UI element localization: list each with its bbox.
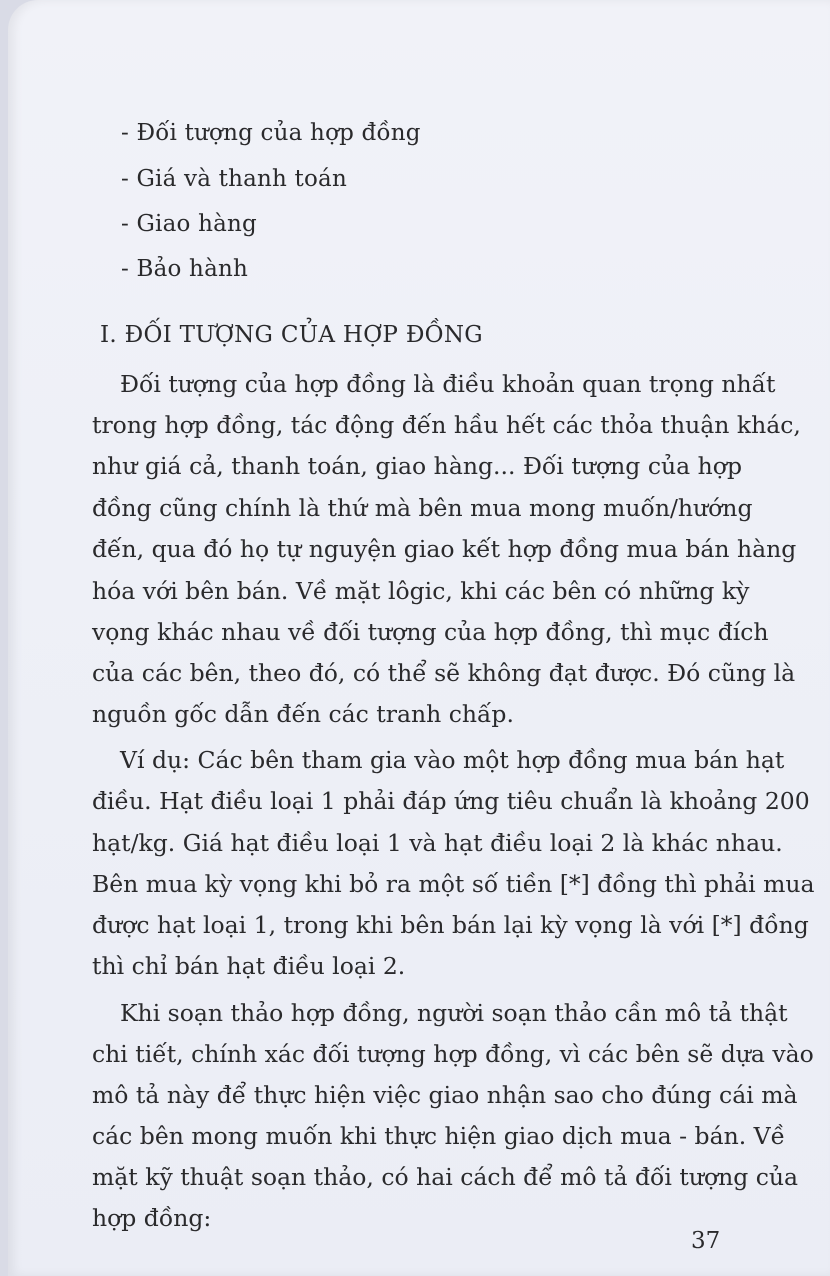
text-line: của các bên, theo đó, có thể sẽ không đạt được. Đó cũng là	[92, 659, 796, 687]
page-number: 37	[691, 1228, 721, 1254]
text-line: vọng khác nhau về đối tượng của hợp đồng, thì mục đích	[92, 618, 769, 646]
book-page	[8, 0, 830, 1276]
bullet-item: - Đối tượng của hợp đồng	[121, 120, 421, 146]
text-line: mô tả này để thực hiện việc giao nhận sao cho đúng cái mà	[92, 1081, 798, 1109]
text-line: các bên mong muốn khi thực hiện giao dịch mua - bán. Về	[92, 1122, 786, 1150]
text-line: nguồn gốc dẫn đến các tranh chấp.	[92, 700, 514, 728]
text-line: điều. Hạt điều loại 1 phải đáp ứng tiêu chuẩn là khoảng 200	[92, 787, 810, 815]
text-line: chi tiết, chính xác đối tượng hợp đồng, vì các bên sẽ dựa vào	[92, 1040, 814, 1068]
text-line: hóa với bên bán. Về mặt lôgic, khi các bên có những kỳ	[92, 577, 750, 605]
text-line: thì chỉ bán hạt điều loại 2.	[92, 952, 406, 980]
text-line: trong hợp đồng, tác động đến hầu hết các thỏa thuận khác,	[92, 411, 801, 439]
section-heading: I. ĐỐI TƯỢNG CỦA HỢP ĐỒNG	[100, 322, 483, 348]
text-line: đồng cũng chính là thứ mà bên mua mong muốn/hướng	[92, 494, 753, 522]
bullet-item: - Bảo hành	[121, 256, 249, 282]
text-line: Khi soạn thảo hợp đồng, người soạn thảo cần mô tả thật	[120, 999, 788, 1027]
text-line: Ví dụ: Các bên tham gia vào một hợp đồng mua bán hạt	[120, 746, 785, 774]
text-line: Đối tượng của hợp đồng là điều khoản quan trọng nhất	[120, 370, 776, 398]
text-line: Bên mua kỳ vọng khi bỏ ra một số tiền [*] đồng thì phải mua	[92, 870, 815, 898]
text-line: mặt kỹ thuật soạn thảo, có hai cách để mô tả đối tượng của	[92, 1163, 799, 1191]
bullet-item: - Giá và thanh toán	[121, 166, 347, 192]
text-line: hợp đồng:	[92, 1204, 212, 1232]
text-line: đến, qua đó họ tự nguyện giao kết hợp đồng mua bán hàng	[92, 535, 797, 563]
text-line: như giá cả, thanh toán, giao hàng... Đối tượng của hợp	[92, 452, 742, 480]
text-line: hạt/kg. Giá hạt điều loại 1 và hạt điều loại 2 là khác nhau.	[92, 829, 783, 857]
text-line: được hạt loại 1, trong khi bên bán lại kỳ vọng là với [*] đồng	[92, 911, 809, 939]
bullet-item: - Giao hàng	[121, 211, 257, 237]
